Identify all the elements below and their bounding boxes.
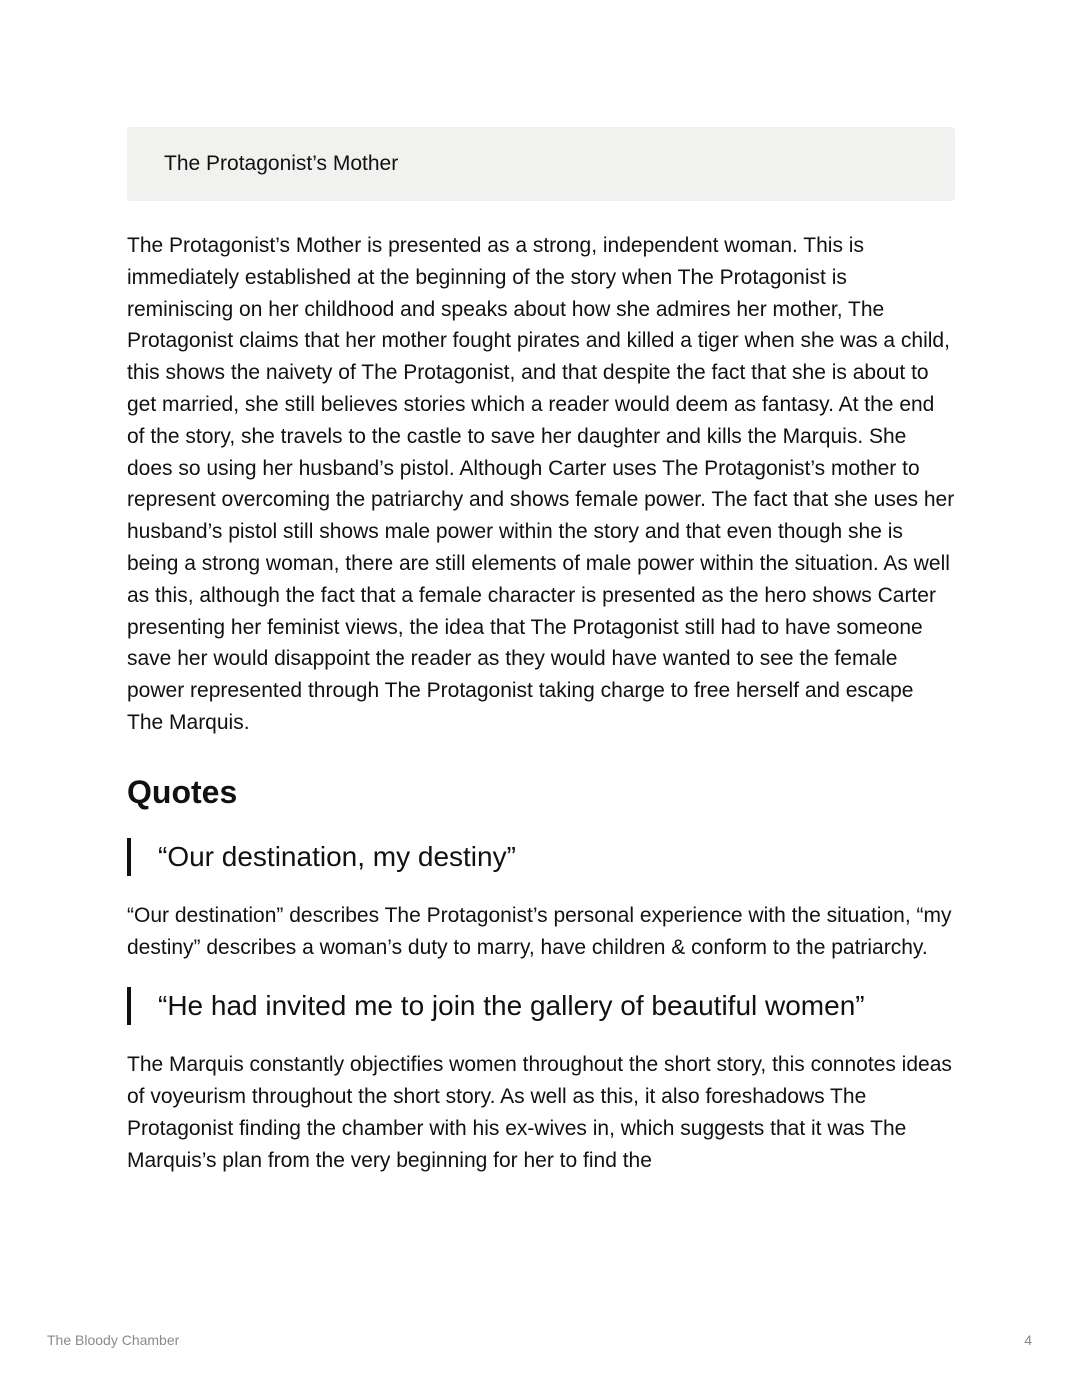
mother-analysis-paragraph: The Protagonist’s Mother is presented as a strong, independent woman. This is immediately established at the beginning of the story when The Protagonist is reminiscing on her childhood and speaks about how she admires her mother, The Protagonist claims that her mother fought pirates and killed a tiger when she was a child, this shows the naivety of The Protagonist, and that despite the fact that she is about to get married, she still believes stories which a reader would deem as fantasy. At the end of the story, she travels to the castle to save her daughter and kills the Marquis. She does so using her husband’s pistol. Although Carter uses The Protagonist’s mother to represent overcoming the patriarchy and shows female power. The fact that she uses her husband’s pistol still shows male power within the story and that even though she is being a strong woman, there are still elements of male power within the situation. As well as this, although the fact that a female character is presented as the hero shows Carter presenting her feminist views, the idea that The Protagonist still had to have someone save her would disappoint the reader as they would have wanted to see the female power represented through The Protagonist taking charge to free herself and escape The Marquis. [127,234,955,734]
footer-document-title: The Bloody Chamber [47,1332,180,1348]
section-callout [127,127,955,201]
quote-block-1: “Our destination, my destiny” [127,838,955,876]
quote-analysis-1: “Our destination” describes The Protagonist’s personal experience with the situation, “my destiny” describes a woman’s duty to marry, have children & conform to the patriarchy. [127,903,952,959]
document-page [127,127,955,1177]
quote-block-2: “He had invited me to join the gallery of beautiful women” [127,987,955,1025]
callout-title: The Protagonist’s Mother [164,152,399,175]
footer-page-number: 4 [1024,1332,1032,1348]
quotes-heading: Quotes [127,773,238,810]
quote-analysis-2: The Marquis constantly objectifies women throughout the short story, this connotes ideas of voyeurism throughout the short story. As well as this, it also foreshadows The Protagonist finding the chamber with his ex-wives in, which suggests that it was The Marquis’s plan from the very beginning for her to find the [127,1053,952,1172]
